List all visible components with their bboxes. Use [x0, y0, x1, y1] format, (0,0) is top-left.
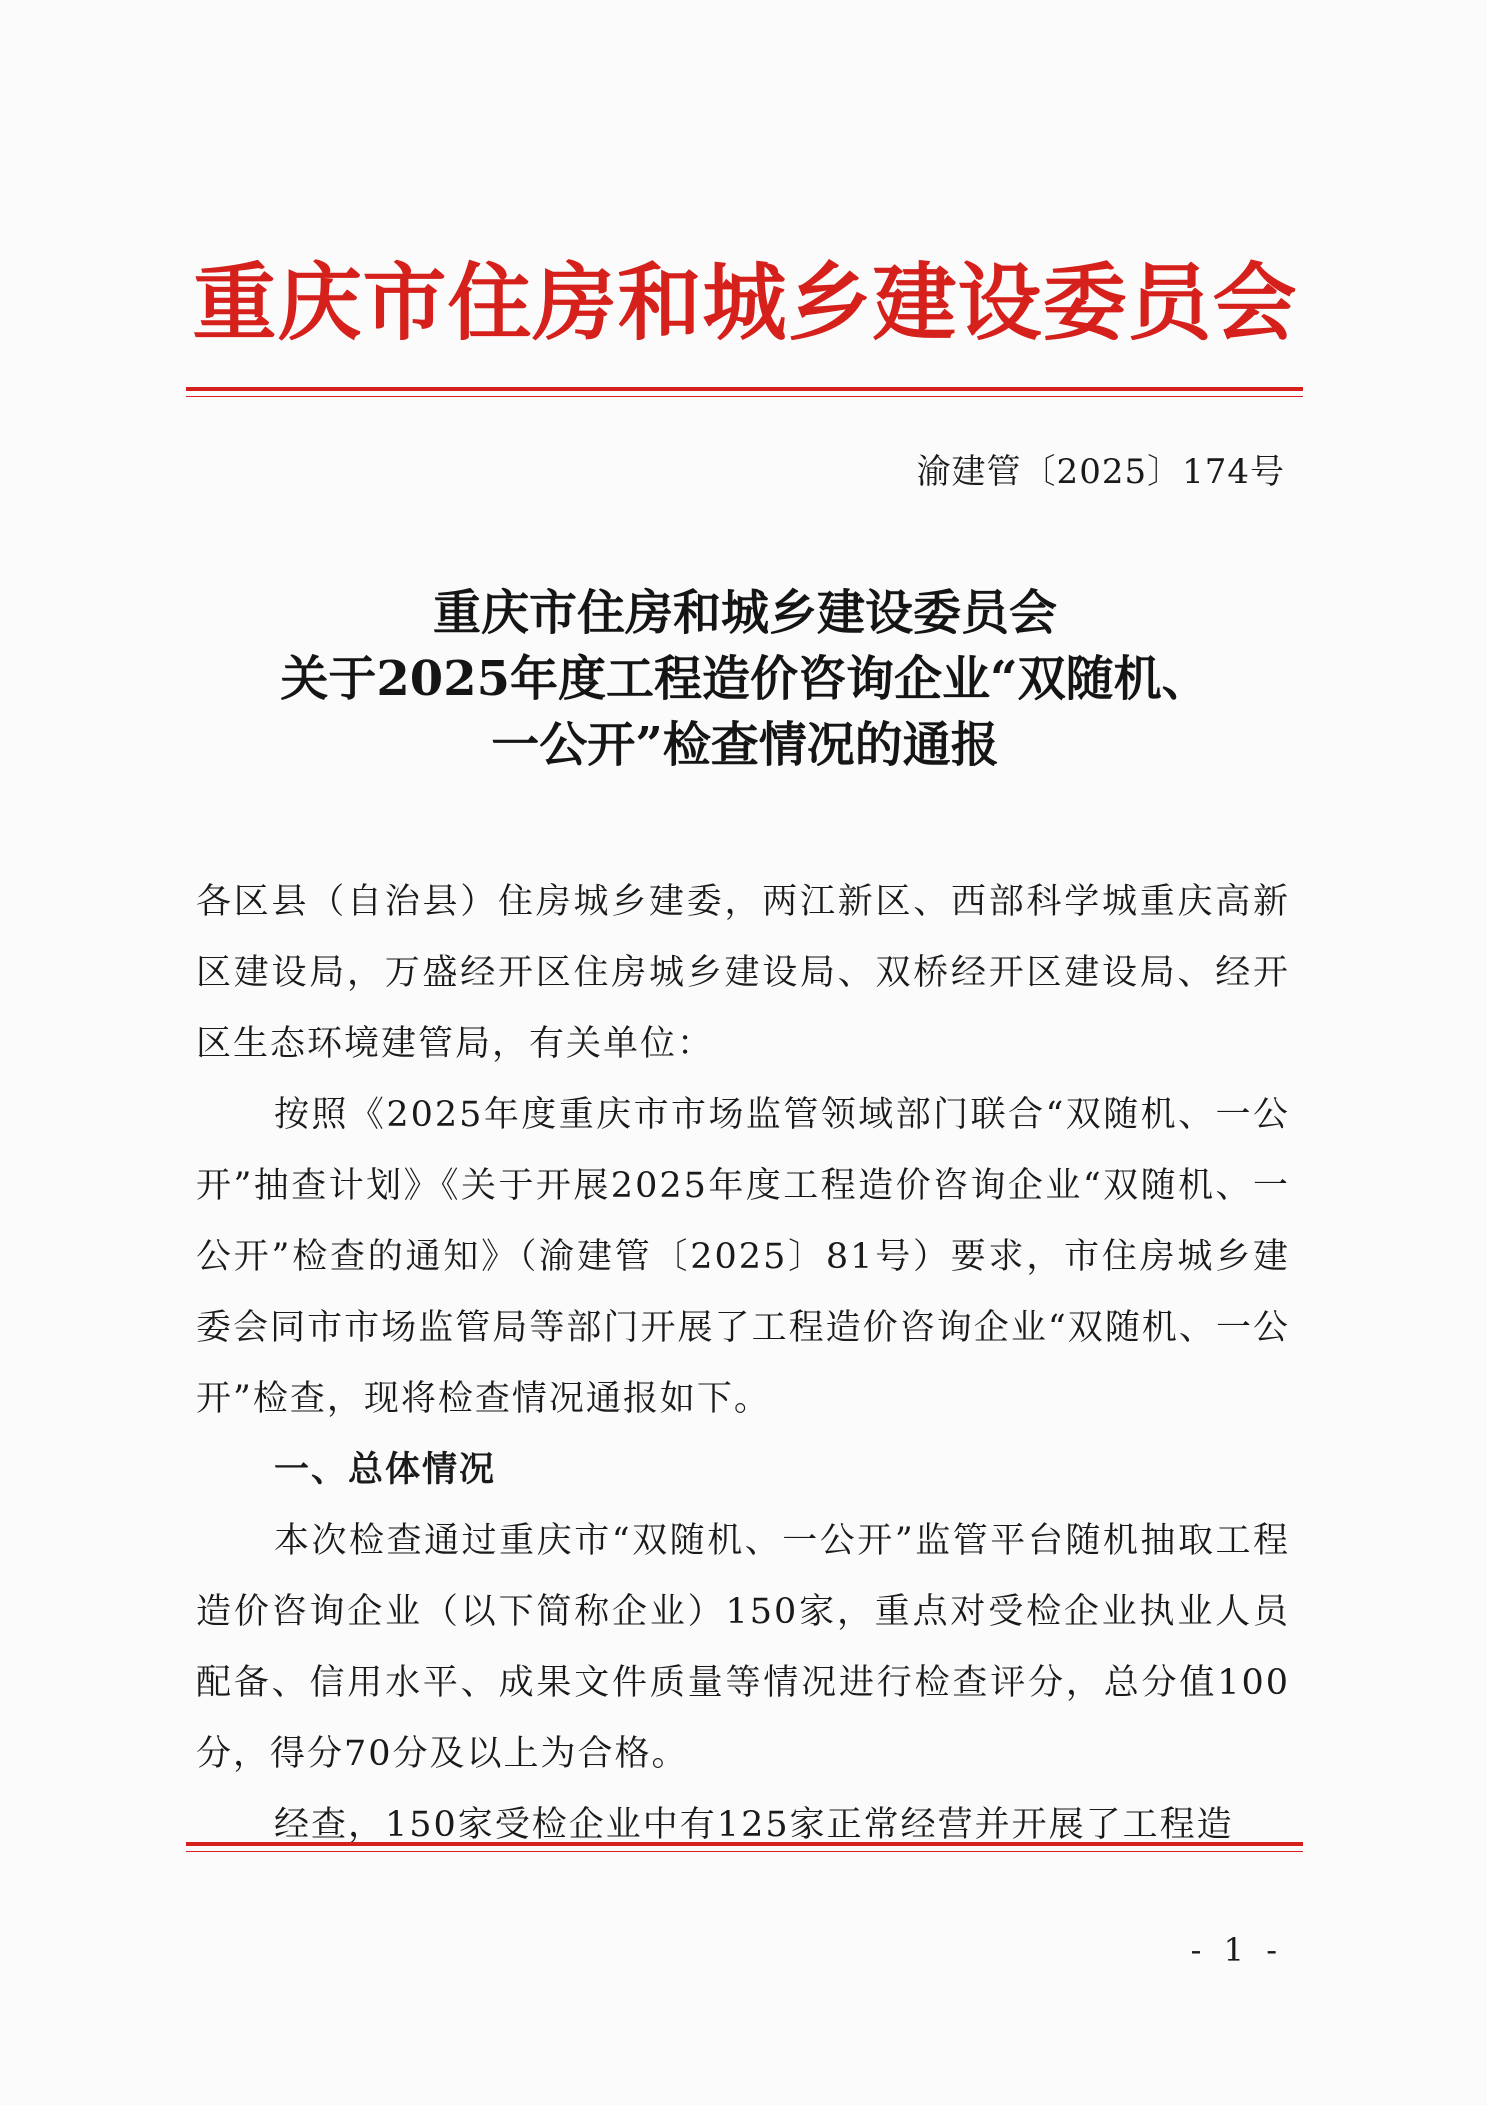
body-paragraph: 经查，150家受检企业中有125家正常经营并开展了工程造	[274, 1805, 1234, 1845]
recipients-paragraph: 各区县（自治县）住房城乡建委，两江新区、西部科学城重庆高新区建设局，万盛经开区住房城乡建设局、双桥经开区建设局、经开区生态环境建管局，有关单位：	[196, 882, 1290, 1064]
body-paragraph: 本次检查通过重庆市“双随机、一公开”监管平台随机抽取工程造价咨询企业（以下简称企业）150家，重点对受检企业执业人员配备、信用水平、成果文件质量等情况进行检查评分，总分值100分，得分70分及以上为合格。	[196, 1521, 1290, 1774]
title-line-1: 重庆市住房和城乡建设委员会	[432, 585, 1057, 641]
document-title	[190, 580, 1300, 778]
masthead-red-rule	[186, 387, 1303, 391]
body-paragraph: 按照《2025年度重庆市市场监管领域部门联合“双随机、一公开”抽查计划》《关于开展2025年度工程造价咨询企业“双随机、一公开”检查的通知》（渝建管〔2025〕81号）要求，市住房城乡建委会同市市场监管局等部门开展了工程造价咨询企业“双随机、一公开”检查，现将检查情况通报如下。	[196, 1095, 1290, 1419]
footer-red-rule-thin	[186, 1851, 1303, 1852]
title-line-3: 一公开”检查情况的通报	[491, 717, 999, 773]
masthead-organization: 重庆市住房和城乡建设委员会	[192, 253, 1298, 352]
masthead-red-rule-thin	[186, 396, 1303, 397]
page-number: - 1 -	[1190, 1931, 1283, 1969]
document-number: 渝建管〔2025〕174号	[916, 452, 1285, 492]
section-heading: 一、总体情况	[274, 1450, 497, 1490]
document-body	[196, 867, 1290, 1861]
title-line-2: 关于2025年度工程造价咨询企业“双随机、	[280, 651, 1210, 707]
footer-red-rule	[186, 1842, 1303, 1846]
